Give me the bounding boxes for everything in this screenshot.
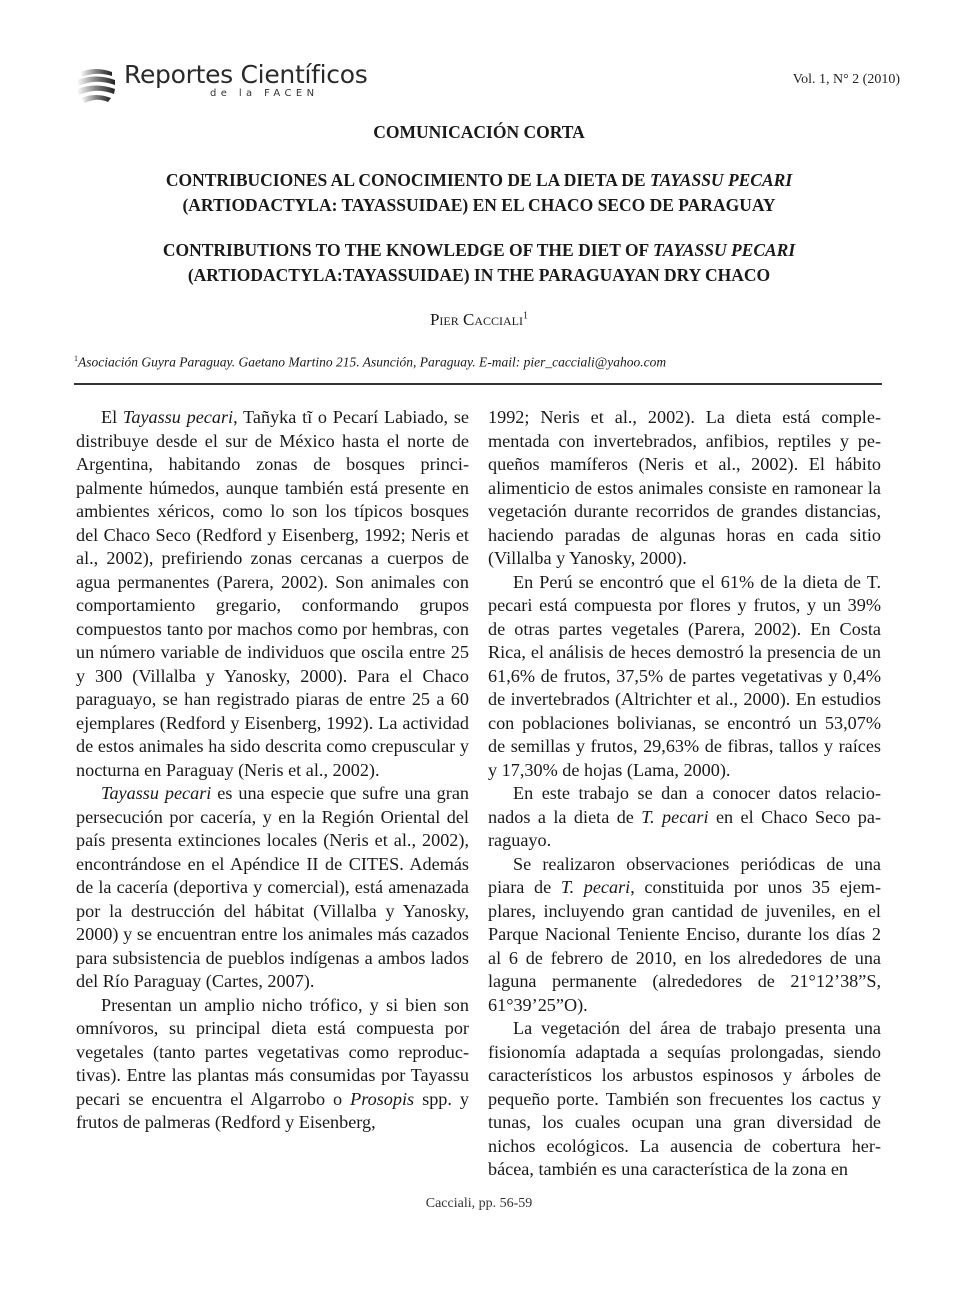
volume-info: Vol. 1, N° 2 (2010) (792, 72, 900, 87)
species-name: TAYASSU PECARI (652, 240, 796, 260)
author-name: Pier Cacciali$^1$ (429, 310, 529, 329)
paragraph: Tayassu pecari es una especie que sufre una gran persecución por cacería, y en la Región Oriental del país presenta extinciones locales (Neris et al., 2002), encontrándose en el Apéndice II de CITES. Además de la cacería (deportiva y comercial), está amenazada por la destrucción del hábitat (Villalba y Yanosky, 2000) y se encuentran entre los animales más cazados para subsistencia de pueblos indígenas a ambos lados del Río Paraguay (Cartes, 2007). (76, 783, 469, 991)
section-label: COMUNICACIÓN CORTA (373, 122, 585, 142)
paragraph: Presentan un amplio nicho trófico, y si bien son omnívoros, su principal dieta está compuesta por vegetales (tanto partes vegetativas como reproductivas). Entre las plantas más consumidas por Tayassu pecari se encuentra el Algarrobo o Prosopis spp. y frutos de palmeras (Redford y Eisenberg, (76, 994, 470, 1132)
paragraph: 1992; Neris et al., 2002). La dieta está complementada con invertebrados, anfibios, reptiles y pequeños mamíferos (Neris et al., 2002). El hábito alimenticio de estos animales consiste en ramonear la vegetación durante recorridos de grandes distancias, haciendo paradas de algunas horas en cada sitio (Villalba y Yanosky, 2000). (488, 407, 881, 568)
journal-subtitle: de la FACEN (210, 88, 319, 99)
paragraph: En Perú se encontró que el 61% de la dieta de T. pecari está compuesta por flores y frutos, y un 39% de otras partes vegetales (Parera, 2002). En Costa Rica, el análisis de heces demostró la presencia de un 61,6% de frutos, 37,5% de partes vegetativas y 0,4% de invertebrados (Altrichter et al., 2000). En estudios con poblaciones bolivianas, se encontró un 53,07% de semillas y frutos, 29,63% de fibras, tallos y raíces y 17,30% de hojas (Lama, 2000). (488, 571, 881, 780)
journal-logo (74, 60, 367, 110)
species-name: TAYASSU PECARI (649, 170, 793, 190)
body-column-right (488, 406, 881, 1182)
author-affiliation: $^1$Asociación Guyra Paraguay. Gaetano Martino 215. Asunción, Paraguay. E-mail: pier_cacciali@yahoo.com (74, 354, 667, 370)
page-footer-citation: Cacciali, pp. 56-59 (425, 1196, 533, 1211)
paragraph: Se realizaron observaciones periódicas de una piara de T. pecari, constituida por unos 35 ejemplares, incluyendo gran cantidad de juveniles, en el Parque Nacional Teniente Enciso, durante los días 2 al 6 de febrero de 2010, en los alrededores de una laguna permanente (alrededores de 21°12’38”S, 61°39’25”O). (488, 853, 882, 1015)
journal-title: Reportes Científicos (124, 60, 368, 89)
page-header (74, 60, 904, 110)
title-english: CONTRIBUTIONS TO THE KNOWLEDGE OF THE DIET OF TAYASSU PECARI (ARTIODACTYLA:TAYASSUIDAE) IN THE PARAGUAYAN DRY CHACO (162, 240, 796, 285)
header-divider (74, 383, 882, 385)
paragraph: El Tayassu pecari, Tañyka tĩ o Pecarí Labiado, se distribuye desde el sur de México hasta el norte de Argentina, habitando zonas de bosques principalmente húmedos, aunque también está presente en ambientes xéricos, como lo son los típicos bosques del Chaco Seco (Redford y Eisenberg, 1992; Neris et al., 2002), prefiriendo zonas cercanas a cuerpos de agua permanentes (Parera, 2002). Son animales con comportamiento gregario, conformando grupos compuestos tanto por machos como por hembras, con un número variable de individuos que oscila entre 25 y 300 (Villalba y Yanosky, 2000). Para el Chaco paraguayo, se han registrado piaras de entre 25 a 60 ejemplares (Redford y Eisenberg, 1992). La actividad de estos animales ha sido descrita como crepuscular y nocturna en Paraguay (Neris et al., 2002). (76, 407, 469, 780)
title-spanish: CONTRIBUCIONES AL CONOCIMIENTO DE LA DIETA DE TAYASSU PECARI (ARTIODACTYLA: TAYASSUIDAE) EN EL CHACO SECO DE PARAGUAY (165, 170, 793, 215)
paragraph: La vegetación del área de trabajo presenta una fisionomía adaptada a sequías prolongadas, siendo característicos los arbustos espinosos y árboles de pequeño porte. También son frecuentes los cactus y tunas, los cuales ocupan una gran diversidad de nichos ecológicos. La ausencia de cobertura herbácea, también es una característica de la zona en (488, 1018, 881, 1179)
body-column-left (76, 406, 469, 1135)
paragraph: En este trabajo se dan a conocer datos relacionados a la dieta de T. pecari en el Chaco Seco paraguayo. (488, 783, 881, 850)
striped-globe-icon (74, 64, 118, 108)
